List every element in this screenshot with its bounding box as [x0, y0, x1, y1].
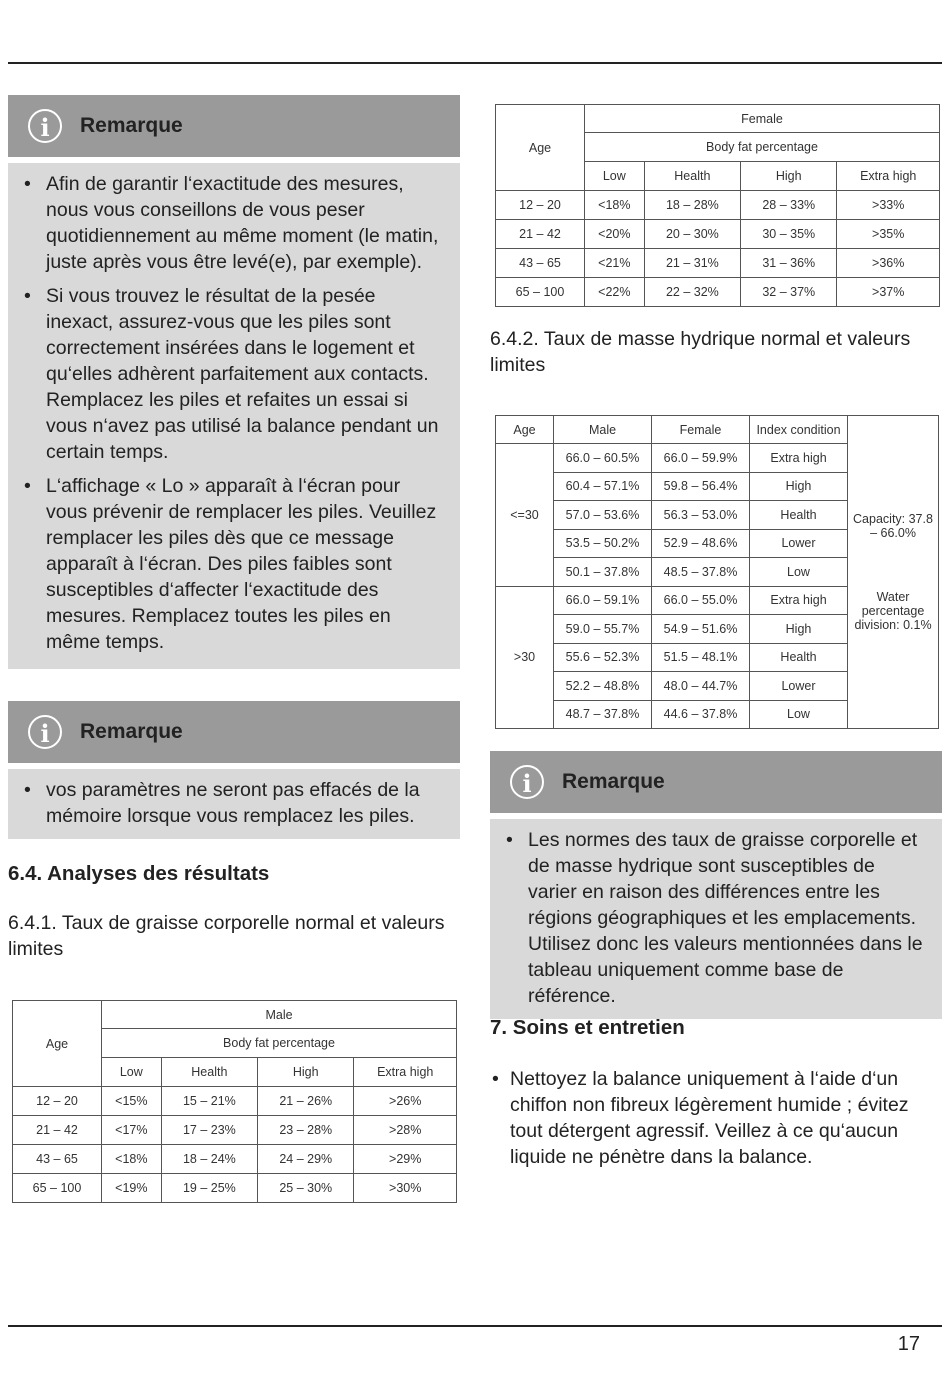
cell: 23 – 28%	[258, 1116, 354, 1145]
cell: 50.1 – 37.8%	[554, 558, 652, 587]
header-cell: Age	[496, 416, 554, 444]
cell: 66.0 – 55.0%	[652, 586, 750, 615]
cell: <15%	[102, 1087, 162, 1116]
cell: 55.6 – 52.3%	[554, 643, 652, 672]
info-icon: i	[28, 109, 62, 143]
table-row	[496, 249, 940, 278]
cell: 51.5 – 48.1%	[652, 643, 750, 672]
cell: >37%	[837, 278, 940, 307]
cell: 18 – 24%	[161, 1145, 257, 1174]
col-header: High	[258, 1058, 354, 1087]
table-row	[13, 1174, 457, 1203]
note-header	[8, 95, 460, 157]
cell: Low	[750, 700, 848, 729]
age-cell: >30	[496, 586, 554, 729]
col-header: Health	[161, 1058, 257, 1087]
cell: 66.0 – 60.5%	[554, 444, 652, 473]
note-item: • Afin de garantir l‘exactitude des mesures, nous vous conseillons de vous peser quotidiennement au même moment (le matin, juste après vous être levé(e), par exemple).	[22, 171, 446, 275]
side-note-cell	[848, 416, 939, 729]
cell: 24 – 29%	[258, 1145, 354, 1174]
cell: 12 – 20	[496, 191, 585, 220]
list-item: • Nettoyez la balance uniquement à l‘aide d‘un chiffon non fibreux légèrement humide ; évitez tout détergent agressif. Veillez à ce qu‘aucun liquide ne pénètre dans la balance.	[490, 1066, 930, 1170]
cell: <21%	[585, 249, 645, 278]
cell: 66.0 – 59.1%	[554, 586, 652, 615]
cell: 65 – 100	[13, 1174, 102, 1203]
cell: <19%	[102, 1174, 162, 1203]
cell: 65 – 100	[496, 278, 585, 307]
cell: >26%	[354, 1087, 457, 1116]
note-item: • vos paramètres ne seront pas effacés de la mémoire lorsque vous remplacez les piles.	[22, 777, 446, 829]
col-header: Low	[585, 162, 645, 191]
cell: 28 – 33%	[741, 191, 837, 220]
page-number: 17	[897, 1333, 920, 1355]
cell: High	[750, 615, 848, 644]
section-heading: 6.4. Analyses des résultats	[8, 862, 270, 885]
cell: >28%	[354, 1116, 457, 1145]
group-header: Male	[102, 1001, 457, 1029]
cell: >30%	[354, 1174, 457, 1203]
cell: 53.5 – 50.2%	[554, 529, 652, 558]
note-box-1	[8, 95, 460, 669]
cell: 60.4 – 57.1%	[554, 472, 652, 501]
cell: <20%	[585, 220, 645, 249]
table-row	[13, 1087, 457, 1116]
table-row	[13, 1116, 457, 1145]
info-icon: i	[510, 765, 544, 799]
cell: 54.9 – 51.6%	[652, 615, 750, 644]
subgroup-header: Body fat percentage	[585, 133, 940, 162]
col-header: Health	[644, 162, 740, 191]
cell: 59.8 – 56.4%	[652, 472, 750, 501]
subsection-heading: 6.4.2. Taux de masse hydrique normal et valeurs limites	[490, 328, 911, 376]
cell: 31 – 36%	[741, 249, 837, 278]
capacity-note: Capacity: 37.8 – 66.0%	[853, 512, 933, 540]
cell: Lower	[750, 529, 848, 558]
cell: 66.0 – 59.9%	[652, 444, 750, 473]
age-cell: <=30	[496, 444, 554, 587]
note-item: • L‘affichage « Lo » apparaît à l‘écran pour vous prévenir de remplacer les piles. Veuillez remplacer les piles dès que ce message apparaît à l‘écran. Des piles faibles sont susceptibles d‘affecter l‘exactitude des mesures. Remplacez toutes les piles en même temps.	[22, 473, 446, 655]
col-header: Extra high	[354, 1058, 457, 1087]
cell: 43 – 65	[13, 1145, 102, 1174]
note-title: Remarque	[80, 114, 183, 137]
division-note: Water percentage division: 0.1%	[854, 590, 932, 632]
note-item: • Si vous trouvez le résultat de la pesée inexact, assurez-vous que les piles sont correctement insérées dans le logement et qu‘elles adhèrent parfaitement aux contacts. Remplacez les piles et refaites un essai si vous n‘avez pas utilisé la balance pendant un certain temps.	[22, 283, 446, 465]
cell: 12 – 20	[13, 1087, 102, 1116]
cell: 21 – 26%	[258, 1087, 354, 1116]
left-column	[8, 95, 460, 669]
cell: 48.5 – 37.8%	[652, 558, 750, 587]
cell: <17%	[102, 1116, 162, 1145]
cell: <18%	[585, 191, 645, 220]
cell: 59.0 – 55.7%	[554, 615, 652, 644]
note-item: • Les normes des taux de graisse corporelle et de masse hydrique sont susceptibles de varier en raison des différences entre les régions géographiques et les emplacements. Utilisez donc les valeurs mentionnées dans le tableau uniquement comme base de référence.	[504, 827, 928, 1009]
note-box-3	[490, 751, 942, 1019]
cell: 32 – 37%	[741, 278, 837, 307]
cell: 48.7 – 37.8%	[554, 700, 652, 729]
cell: >35%	[837, 220, 940, 249]
cell: 43 – 65	[496, 249, 585, 278]
col-header: Low	[102, 1058, 162, 1087]
cell: Health	[750, 643, 848, 672]
col-header: Extra high	[837, 162, 940, 191]
cell: 52.2 – 48.8%	[554, 672, 652, 701]
cell: 21 – 42	[13, 1116, 102, 1145]
table-row	[496, 220, 940, 249]
info-icon: i	[28, 715, 62, 749]
note-body	[8, 769, 460, 839]
cell: 17 – 23%	[161, 1116, 257, 1145]
header-cell: Index condition	[750, 416, 848, 444]
age-header: Age	[496, 105, 585, 191]
header-cell: Female	[652, 416, 750, 444]
cell: Low	[750, 558, 848, 587]
table-row	[496, 191, 940, 220]
top-rule	[8, 62, 942, 64]
note-body	[8, 163, 460, 669]
note-title: Remarque	[562, 770, 665, 793]
cell: >33%	[837, 191, 940, 220]
col-header: High	[741, 162, 837, 191]
note-title: Remarque	[80, 720, 183, 743]
cell: Health	[750, 501, 848, 530]
cell: <22%	[585, 278, 645, 307]
section-7	[490, 1016, 930, 1170]
cell: 44.6 – 37.8%	[652, 700, 750, 729]
cell: Extra high	[750, 444, 848, 473]
male-body-fat-table	[12, 1000, 457, 1203]
cell: <18%	[102, 1145, 162, 1174]
cell: Extra high	[750, 586, 848, 615]
cell: 18 – 28%	[644, 191, 740, 220]
cell: 57.0 – 53.6%	[554, 501, 652, 530]
note-box-2	[8, 701, 460, 839]
note-header	[490, 751, 942, 813]
subsection-heading: 6.4.1. Taux de graisse corporelle normal et valeurs limites	[8, 912, 445, 960]
table-row	[496, 278, 940, 307]
cell: Lower	[750, 672, 848, 701]
cell: 48.0 – 44.7%	[652, 672, 750, 701]
age-header: Age	[13, 1001, 102, 1087]
note-header	[8, 701, 460, 763]
group-header: Female	[585, 105, 940, 133]
cell: 52.9 – 48.6%	[652, 529, 750, 558]
cell: 19 – 25%	[161, 1174, 257, 1203]
cell: 56.3 – 53.0%	[652, 501, 750, 530]
header-cell: Male	[554, 416, 652, 444]
cell: >29%	[354, 1145, 457, 1174]
cell: 25 – 30%	[258, 1174, 354, 1203]
table-row	[13, 1145, 457, 1174]
cell: 22 – 32%	[644, 278, 740, 307]
cell: 21 – 42	[496, 220, 585, 249]
water-percentage-table	[495, 415, 939, 729]
cell: High	[750, 472, 848, 501]
section-heading: 7. Soins et entretien	[490, 1016, 685, 1039]
cell: 20 – 30%	[644, 220, 740, 249]
cell: 21 – 31%	[644, 249, 740, 278]
bottom-rule	[8, 1325, 942, 1327]
cell: 15 – 21%	[161, 1087, 257, 1116]
section-6-4	[8, 862, 460, 962]
note-body	[490, 819, 942, 1019]
subgroup-header: Body fat percentage	[102, 1029, 457, 1058]
female-body-fat-table	[495, 104, 940, 307]
cell: 30 – 35%	[741, 220, 837, 249]
cell: >36%	[837, 249, 940, 278]
